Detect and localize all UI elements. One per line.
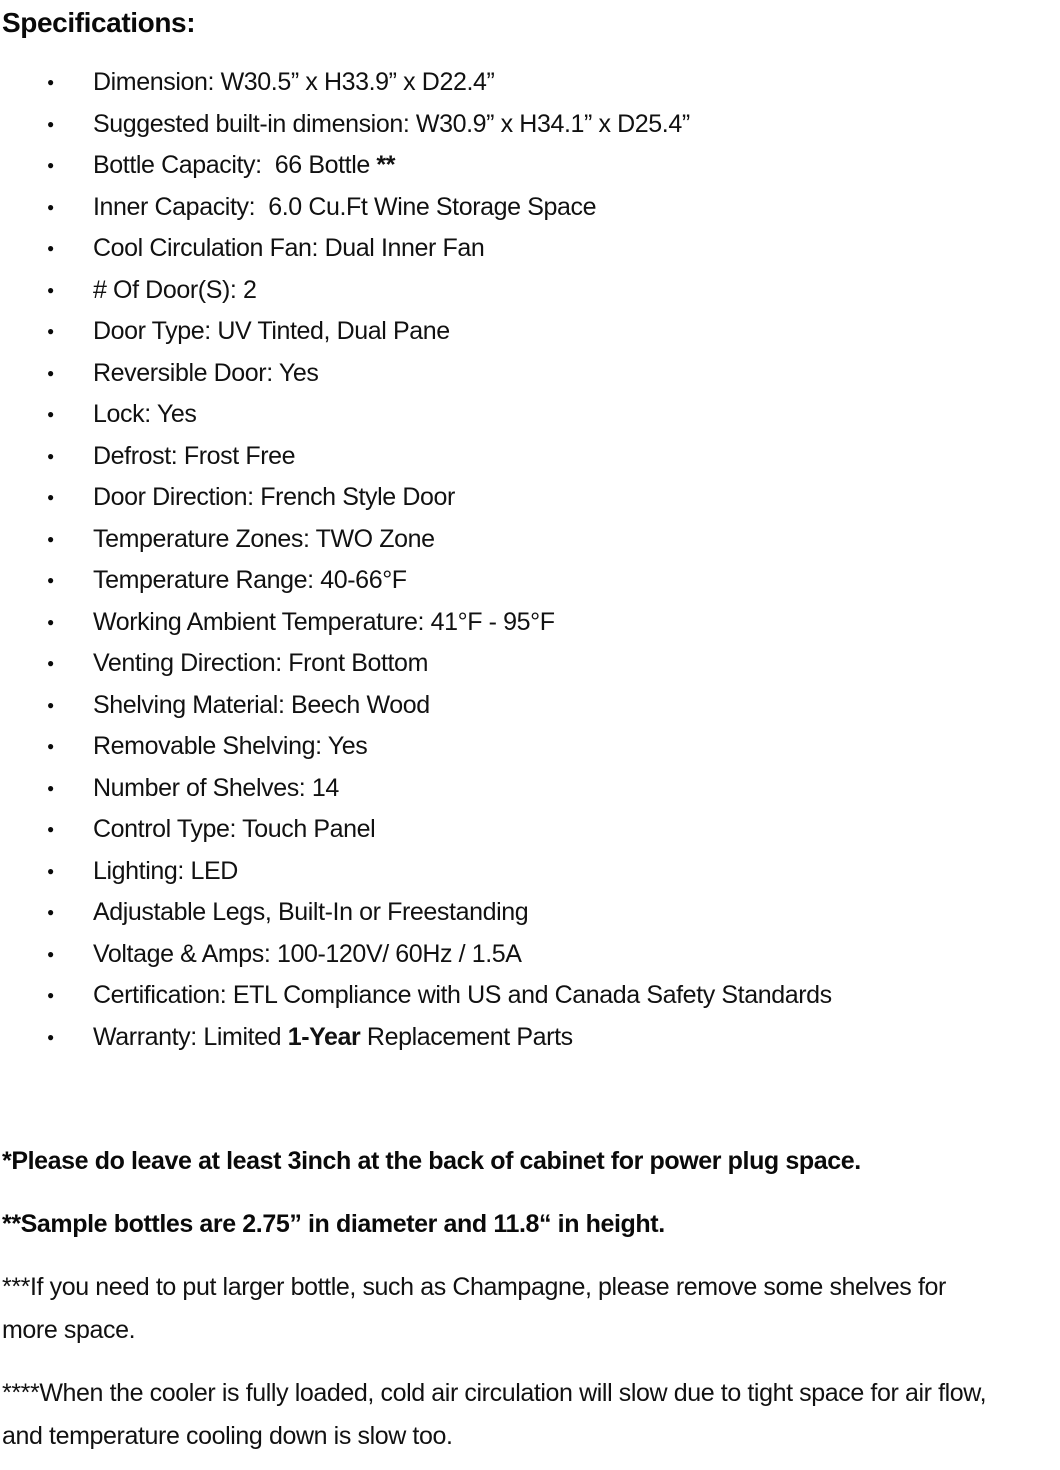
spec-item-bold-segment: 1-Year <box>287 1022 361 1051</box>
spec-item-text-segment: Bottle Capacity: 66 Bottle <box>93 151 377 179</box>
spec-item-text-segment: Warranty: Limited <box>93 1022 288 1051</box>
footnote-power-plug: *Please do leave at least 3inch at the back of cabinet for power plug space. <box>2 1147 861 1175</box>
page-title: Specifications: <box>2 7 196 38</box>
spec-item-temperature-range: ● Temperature Range: 40-66°F <box>93 560 1060 602</box>
spec-item-venting-direction: ● Venting Direction: Front Bottom <box>93 643 1060 685</box>
spec-item-bottle-capacity <box>93 145 1060 187</box>
spec-item-temperature-zones: ● Temperature Zones: TWO Zone <box>93 519 1060 561</box>
spec-item-shelving-material: ● Shelving Material: Beech Wood <box>93 685 1060 727</box>
spec-item-control-type: ● Control Type: Touch Panel <box>93 809 1060 851</box>
spec-item-door-type: ● Door Type: UV Tinted, Dual Pane <box>93 311 1060 353</box>
spec-item-number-of-doors: ● # Of Door(S): 2 <box>93 270 1060 312</box>
spec-item-door-direction: ● Door Direction: French Style Door <box>93 477 1060 519</box>
spec-list <box>2 62 1060 1058</box>
spec-item-legs: ● Adjustable Legs, Built-In or Freestanding <box>93 892 1060 934</box>
footnotes-section <box>2 1140 1002 1458</box>
spec-item-bold-segment: ** <box>376 151 396 179</box>
spec-item-built-in-dimension: ● Suggested built-in dimension: W30.9” x H34.1” x D25.4” <box>93 104 1060 146</box>
spec-item-defrost: ● Defrost: Frost Free <box>93 436 1060 478</box>
spec-item-reversible-door: ● Reversible Door: Yes <box>93 353 1060 395</box>
spec-item-voltage-amps: ● Voltage & Amps: 100-120V/ 60Hz / 1.5A <box>93 934 1060 976</box>
spec-item-lighting: ● Lighting: LED <box>93 851 1060 893</box>
spec-item-ambient-temperature: ● Working Ambient Temperature: 41°F - 95°F <box>93 602 1060 644</box>
spec-item-text-segment: Replacement Parts <box>360 1022 573 1051</box>
spec-item-inner-capacity: ● Inner Capacity: 6.0 Cu.Ft Wine Storage Space <box>93 187 1060 229</box>
spec-item-dimension: ● Dimension: W30.5” x H33.9” x D22.4” <box>93 62 1060 104</box>
spec-item-number-of-shelves: ● Number of Shelves: 14 <box>93 768 1060 810</box>
spec-item-lock: ● Lock: Yes <box>93 394 1060 436</box>
footnote-sample-bottles: **Sample bottles are 2.75” in diameter and 11.8“ in height. <box>2 1210 665 1238</box>
spec-item-circulation-fan: ● Cool Circulation Fan: Dual Inner Fan <box>93 228 1060 270</box>
footnote-larger-bottles: ***If you need to put larger bottle, such as Champagne, please remove some shelves for more space. <box>2 1273 953 1344</box>
spec-item-certification: ● Certification: ETL Compliance with US and Canada Safety Standards <box>93 975 1060 1017</box>
footnote-fully-loaded: ****When the cooler is fully loaded, cold air circulation will slow due to tight space for air flow, and temperature cooling down is slow too. <box>2 1379 993 1450</box>
spec-item-warranty <box>93 1017 1060 1059</box>
spec-item-removable-shelving: ● Removable Shelving: Yes <box>93 726 1060 768</box>
